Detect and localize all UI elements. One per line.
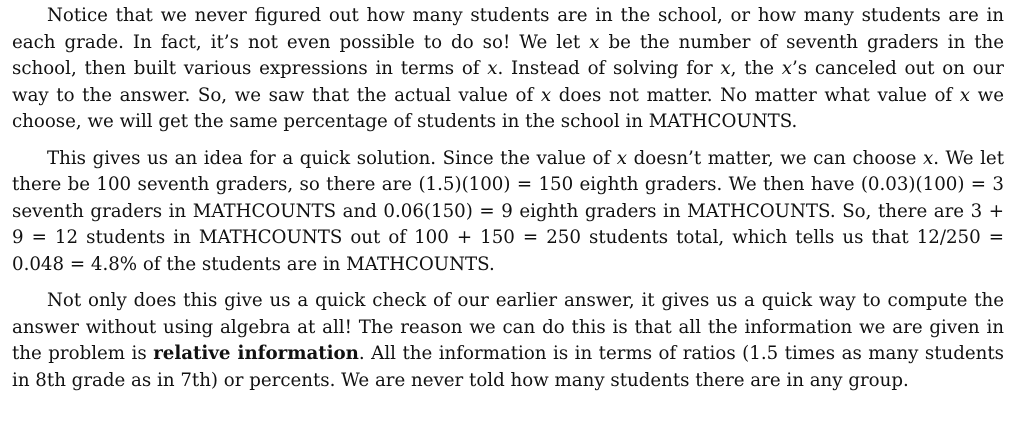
variable-x: x: [922, 147, 934, 169]
paragraph-text: Notice that we never figured out how many students are in the school, or how many students are in each grade. In fact, it’s not even possible to do so! We let: [12, 5, 1004, 53]
paragraph-2: [12, 146, 1004, 279]
variable-x: x: [720, 58, 731, 79]
paragraph-text: . We let there be 100 seventh graders, so there are (1.5)(100) = 150 eighth graders. We then have (0.03)(100) = 3 seventh graders in MATHCOUNTS and 0.06(150) = 9 eighth graders in MATHCOUNTS. So, there are 3 + 9 = 12 students in MATHCOUNTS out of 100 + 150 = 250 students total, which tells us that 12/250 = 0.048 = 4.8% of the students are in MATHCOUNTS.: [12, 147, 1004, 275]
document-page: [12, 0, 1004, 394]
paragraph-text: does not matter. No matter what value of: [551, 84, 960, 106]
variable-x: x: [616, 147, 628, 169]
paragraph-1: [12, 3, 1004, 136]
bold-term: relative information: [153, 343, 359, 364]
variable-x: x: [540, 84, 552, 106]
paragraph-text: be the number of seventh graders in the school, then built various expressions in terms of: [12, 31, 1004, 79]
variable-x: x: [589, 31, 600, 53]
paragraph-text: Not only does this give us a quick check of our earlier answer, it gives us a quick way to compute the answer without using algebra at all! The reason we can do this is that all the information we are given in the problem is: [12, 290, 1004, 364]
paragraph-text: ’s canceled out on our way to the answer. So, we saw that the actual value of: [12, 58, 1004, 106]
paragraph-text: , the: [730, 58, 782, 79]
paragraph-text: doesn’t matter, we can choose: [627, 147, 923, 169]
paragraph-text: . Instead of solving for: [497, 58, 721, 79]
paragraph-3: [12, 288, 1004, 394]
paragraph-text: we choose, we will get the same percentage of students in the school in MATHCOUNTS.: [12, 84, 1004, 132]
paragraph-text: This gives us an idea for a quick solution. Since the value of: [47, 147, 617, 169]
variable-x: x: [781, 58, 792, 79]
variable-x: x: [959, 84, 971, 106]
paragraph-text: . All the information is in terms of ratios (1.5 times as many students in 8th grade as in 7th) or percents. We are never told how many students there are in any group.: [12, 343, 1004, 391]
variable-x: x: [487, 58, 498, 79]
